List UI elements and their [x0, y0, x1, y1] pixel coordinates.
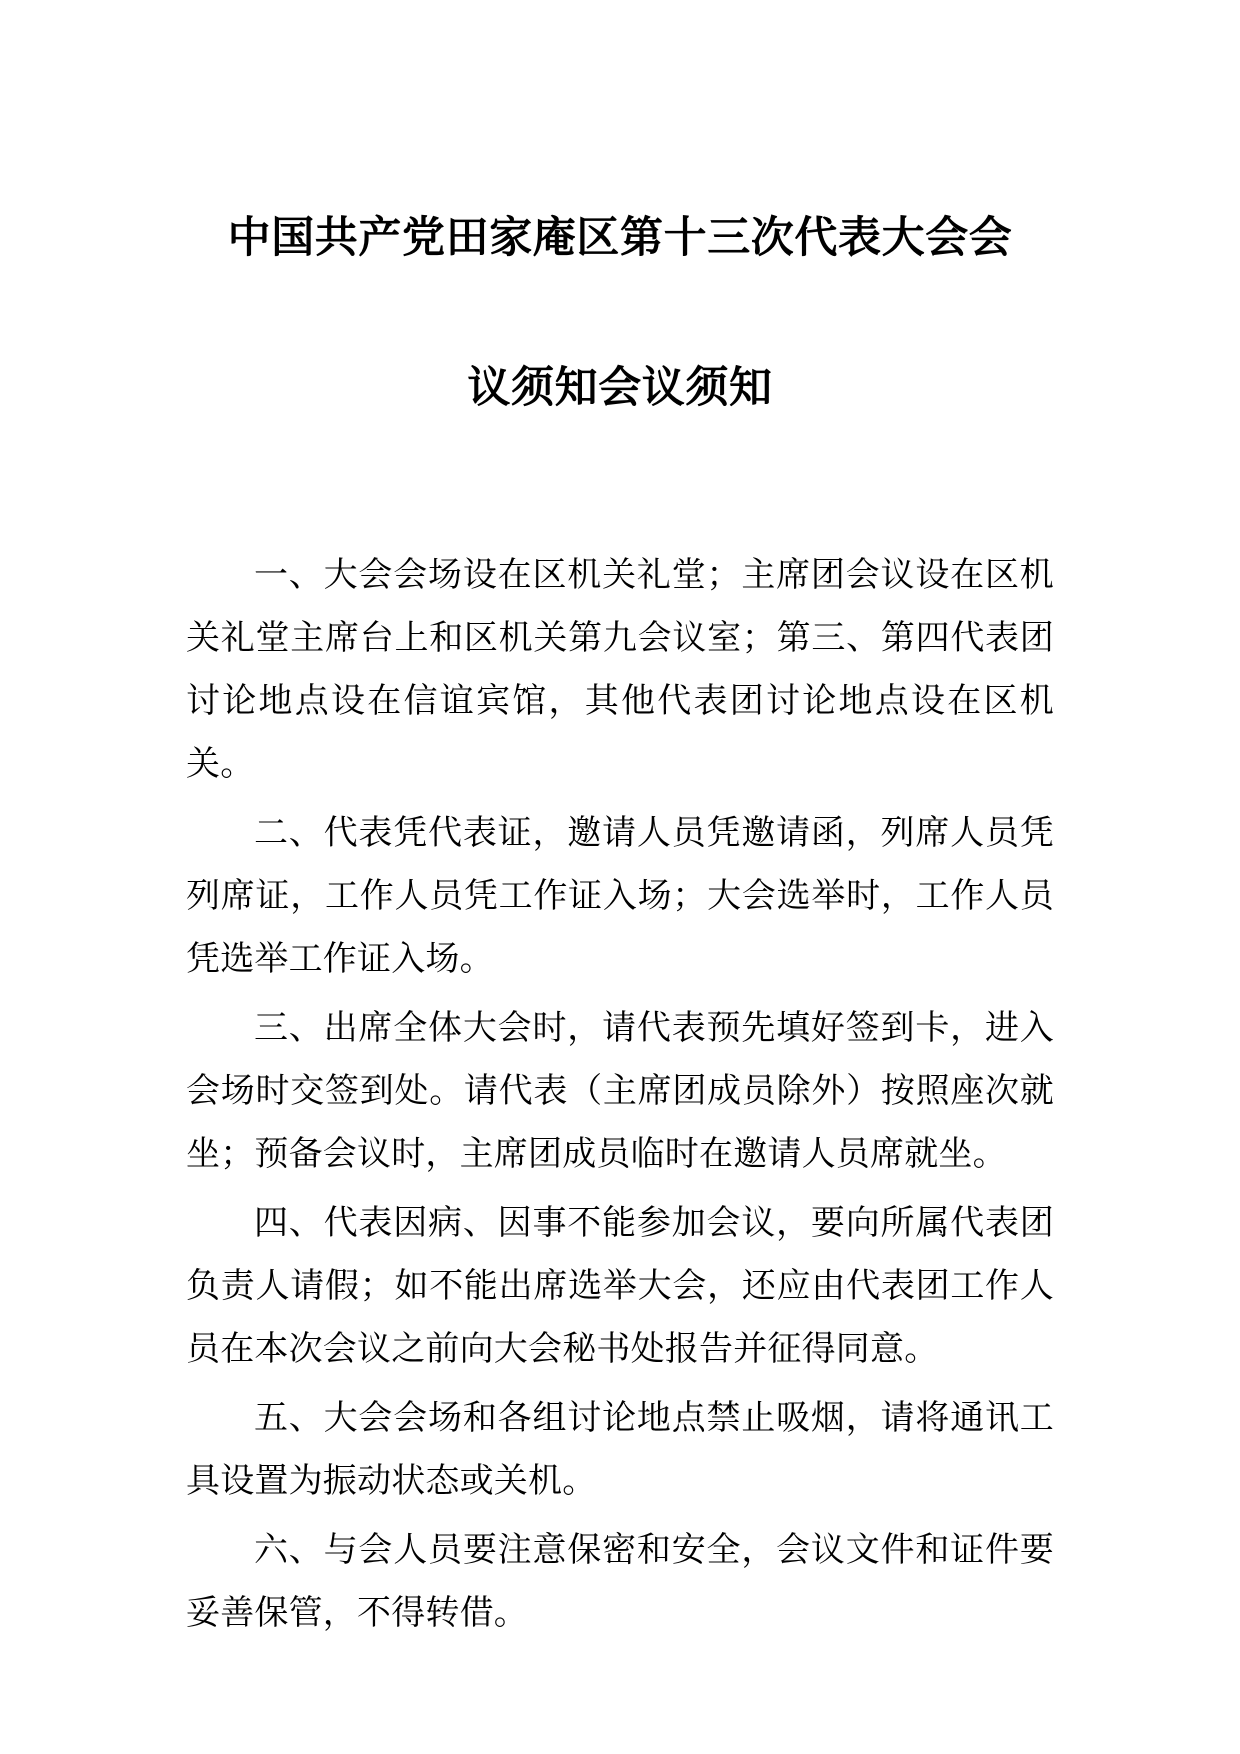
paragraph-3: 三、出席全体大会时，请代表预先填好签到卡，进入会场时交签到处。请代表（主席团成员除外）按照座次就坐；预备会议时，主席团成员临时在邀请人员席就坐。	[186, 1008, 1054, 1174]
document-body	[186, 544, 1054, 1651]
document-title-line-1: 中国共产党田家庵区第十三次代表大会会	[227, 213, 1013, 263]
paragraph-5: 五、大会会场和各组讨论地点禁止吸烟，请将通讯工具设置为振动状态或关机。	[186, 1398, 1054, 1501]
paragraph-6: 六、与会人员要注意保密和安全，会议文件和证件要妥善保管，不得转借。	[186, 1530, 1054, 1633]
paragraph-2: 二、代表凭代表证，邀请人员凭邀请函，列席人员凭列席证，工作人员凭工作证入场；大会选举时，工作人员凭选举工作证入场。	[186, 813, 1054, 979]
paragraph-4: 四、代表因病、因事不能参加会议，要向所属代表团负责人请假；如不能出席选举大会，还应由代表团工作人员在本次会议之前向大会秘书处报告并征得同意。	[186, 1203, 1054, 1369]
paragraph-1: 一、大会会场设在区机关礼堂；主席团会议设在区机关礼堂主席台上和区机关第九会议室；第三、第四代表团讨论地点设在信谊宾馆，其他代表团讨论地点设在区机关。	[186, 555, 1054, 784]
document-title-line-2: 议须知会议须知	[467, 363, 773, 413]
